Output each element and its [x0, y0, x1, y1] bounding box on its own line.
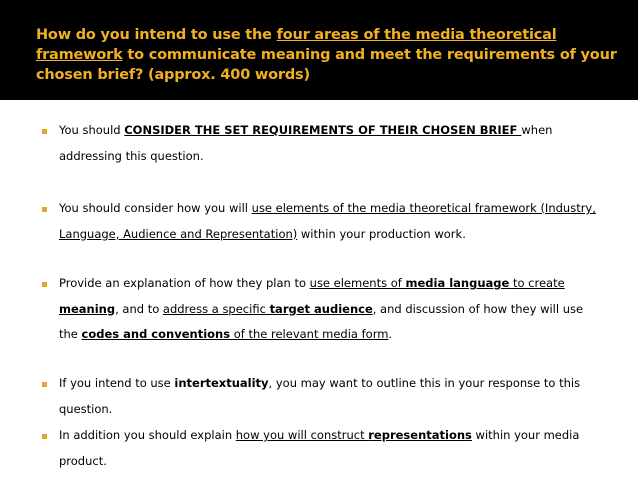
- bullet-segment: use elements of the media theoretical framework (Industry, Language, Audience and Representation): [59, 201, 596, 241]
- bullet-text-2: [59, 196, 599, 247]
- bullet-segment: meaning: [59, 301, 116, 316]
- bullet-segment: If you intend to use: [59, 376, 175, 390]
- bullet-marker-icon: [42, 434, 47, 439]
- bullet-segment: to create: [509, 276, 565, 290]
- bullet-segment: of the relevant media form: [230, 327, 389, 341]
- bullet-segment: codes and conventions: [81, 327, 231, 341]
- bullet-segment: .: [388, 327, 393, 341]
- title-part-2-underlined: four areas of the media theoretical framework: [36, 27, 557, 63]
- bullet-text-1: [59, 118, 599, 169]
- bullet-item-5: [39, 423, 599, 474]
- bullet-marker-icon: [42, 129, 47, 134]
- bullet-segment: Provide an explanation of how they plan to: [59, 276, 310, 290]
- bullet-segment: In addition you should explain: [59, 428, 236, 442]
- title-part-3: to communicate meaning and meet the requirements of your chosen brief? (approx. 400 words): [36, 47, 617, 83]
- bullet-segment: intertextuality: [174, 376, 269, 390]
- bullet-segment: within your media product.: [59, 428, 580, 468]
- bullet-segment: when addressing this question.: [59, 123, 553, 163]
- bullet-item-2: [39, 196, 599, 247]
- bullet-text-4: [59, 371, 599, 422]
- bullet-segment: media language: [405, 276, 510, 290]
- bullet-item-4: [39, 371, 599, 422]
- bullet-segment: use elements of: [309, 276, 406, 290]
- bullet-segment: You should consider how you will: [59, 201, 252, 215]
- bullet-segment: , you may want to outline this in your response to this question.: [59, 376, 581, 416]
- bullet-segment: You should: [59, 123, 125, 137]
- bullet-segment: within your production work.: [297, 226, 466, 241]
- bullet-text-3: [59, 271, 599, 348]
- bullet-segment: target audience: [269, 301, 373, 316]
- bullet-segment: address a specific: [162, 301, 270, 316]
- title-part-1: How do you intend to use the: [36, 27, 277, 43]
- bullet-segment: how you will construct: [235, 428, 369, 442]
- bullet-item-1: [39, 118, 599, 169]
- bullet-item-3: [39, 271, 599, 348]
- bullet-segment: representations: [368, 428, 472, 442]
- bullet-marker-icon: [42, 382, 47, 387]
- bullet-segment: , and discussion of how they will use the: [59, 301, 584, 341]
- bullet-text-5: [59, 423, 599, 474]
- bullet-segment: , and to: [115, 301, 163, 316]
- bullet-marker-icon: [42, 207, 47, 212]
- bullet-marker-icon: [42, 282, 47, 287]
- bullet-segment: CONSIDER THE SET REQUIREMENTS OF THEIR CHOSEN BRIEF: [124, 123, 522, 137]
